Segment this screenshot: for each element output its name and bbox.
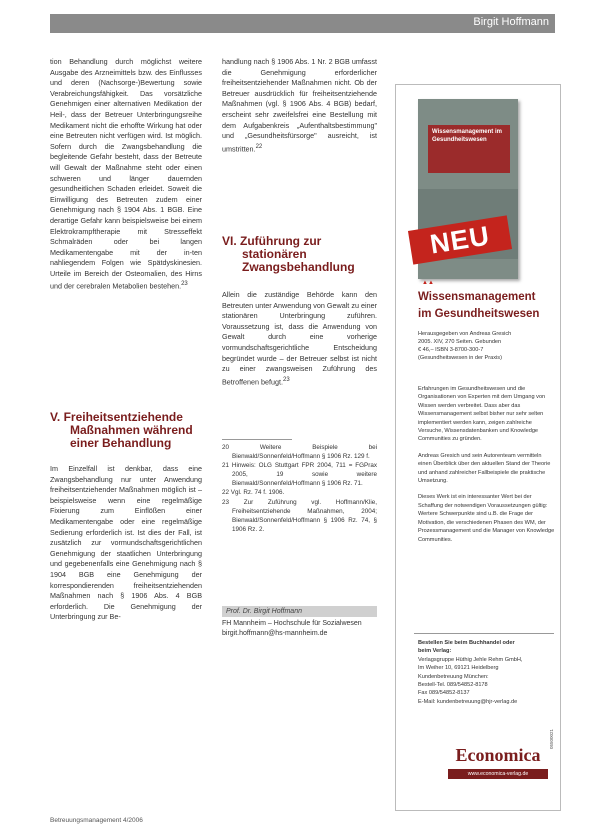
column-left	[50, 57, 202, 777]
body-paragraph: Allein die zuständige Behörde kann den Betreuten unter Anwendung von Gewalt zu einer stationären Unterbringung zuführen. Voraussetzung ist, dass die Anwendung von Gewalt durch eine vorherige vormundschaftsgerichtliche Entscheidung begründet wurde – der Betreuer selbst ist nicht zu einer zwangsweisen Zuführung des Betroffenen befugt.$^{23}$	[222, 290, 377, 387]
footnote-rule	[222, 439, 292, 440]
footnote-ref: 23	[283, 376, 290, 383]
running-header	[50, 14, 555, 33]
footnote-ref: 22	[255, 143, 263, 150]
footnote: 21 Hinweis: OLG Stuttgart FPR 2004, 711 = FGPrax 2005, 19 sowie weitere Bienwald/Sonnenfeld/Hoffmann § 1906 Rz. 71.	[222, 462, 377, 488]
book-advertisement	[395, 84, 561, 811]
ad-title: Wissensmanagement im Gesundheitswesen	[418, 291, 540, 320]
section-heading-vi: VI. Zuführung zur stationären Zwangsbehandlung	[222, 234, 355, 274]
footnote: 23 Zur Zuführung vgl. Hoffmann/Klie, Freiheitsentziehende Maßnahmen, 2004; Bienwald/Sonnenfeld/Hoffmann § 1906 Rz. 74, § 1906 Rz. 2.	[222, 498, 377, 533]
book-cover-title: Wissensmanagement im Gesundheitswesen	[428, 125, 510, 173]
author-affiliation: FH Mannheim – Hochschule für Sozialwesen birgit.hoffmann@hs-mannheim.de	[222, 620, 362, 637]
publisher-url: www.economica-verlag.de	[448, 769, 548, 779]
footnote-ref: 23	[181, 281, 188, 288]
arrows-icon: ▲▲	[422, 280, 434, 286]
ad-divider	[414, 633, 554, 634]
ad-book-details: Herausgegeben von Andreas Gresich 2005. XIV, 270 Seiten. Gebunden € 46,– ISBN 3-8700-300-7 (Gesundheitswesen in der Praxis)	[418, 331, 512, 361]
body-paragraph: tion Behandlung durch möglichst weitere Ausgabe des Arzneimittels bzw. des Einflusses und deren (Nachsorge-)Bewertung sowie Verabreichungsfähigkeit. Das vorsätzliche Genehmigen einer alternativen Medikation der Heil-, dass der Betreuer Unterbringungsreihe Medikament nicht die erhoffte Wirkung hat oder eine Betreuten nicht verfügen wird. Ist möglich. Sofern durch die Zwangsbehandlung die begleitende Gefahr besteht, dass der Betreute will Gewalt der Maßnahme steht oder einen schweren und länger dauernden gesundheitlichen Schaden erleidet. Soweit die Einwilligung des Betreuten zudem einer Genehmigung nach § 1904 Abs. 1 BGB. Eine derartige Gefahr kann beispielsweise bei einem Elektrokrampftherapie mit Stresseffekt Schmalräden oder bei langen Medikamentengabe mit der in-ten nahliegendem Folgen wie Spätdyskinesien. Urteile im Bereich der Osteomalien, des Hirns und der cerebralen Metabolien bestehen.$^{23}$	[50, 57, 202, 291]
page-footer: Betreuungsmanagement 4/2006	[50, 817, 143, 824]
ad-order-info: Bestellen Sie beim Buchhandel oder beim Verlag: Verlagsgruppe Hüthig Jehle Rehm GmbH, Im Weiher 10, 69121 Heidelberg Kundenbetreuung München: Bestell-Tel. 089/54852-8178 Fax 089/54852-8137 E-Mail: kundenbetreuung@hjr-verlag.de	[418, 640, 523, 705]
footnotes	[222, 443, 377, 534]
column-middle	[222, 57, 377, 777]
publisher-logo: Economica	[455, 745, 541, 765]
body-paragraph: Im Einzelfall ist denkbar, dass eine Zwangsbehandlung nur unter Anwendung freiheitsentziehender Maßnahmen möglich ist – beispielsweise wenn eine regelmäßige Fixierung zum Einflößen einer Medikamentengabe oder eine regelmäßige Sedierung erforderlich ist. Ist dies der Fall, ist zusätzlich zur vormundschaftsgerichtlichen Genehmigung der staatlichen Unterbringung und gegebenenfalls eine Genehmigung nach § 1904 BGB eine Genehmigung der korrespondierenden freiheitsentziehenden Maßnahmen nach § 1906 Abs. 4 BGB erforderlich. Die Genehmigung der Unterbringung zur Be-	[50, 464, 202, 622]
section-heading-v: V. Freiheitsentziehende Maßnahmen während einer Behandlung	[50, 410, 193, 450]
header-author: Birgit Hoffmann	[473, 16, 549, 28]
body-paragraph: handlung nach § 1906 Abs. 1 Nr. 2 BGB umfasst die Genehmigung erforderlicher freiheitsentziehender Maßnahmen nicht. Ob der Betreuer ausdrücklich für freiheitsentziehende Maßnahmen (vgl. § 1906 Abs. 4 BGB) bedarf, erscheint sehr zweifelsfrei eine Bestellung mit dem Aufgabenkreis „Aufenthaltsbestimmung" und „Gesundheitsfürsorge" ausreicht, ist umstritten.$^{22}$	[222, 57, 377, 154]
footnote: 20 Weitere Beispiele bei Bienwald/Sonnenfeld/Hoffmann § 1906 Rz. 129 f.	[222, 444, 377, 461]
neu-banner: NEU	[408, 215, 512, 264]
footnote: 22 Vgl. Rz. 74 f. 1906.	[222, 489, 285, 497]
author-name-box: Prof. Dr. Birgit Hoffmann	[222, 606, 377, 617]
ad-description: Erfahrungen im Gesundheitswesen und die Organisationen von Experten mit dem Umgang von Wissen werden verbreitet. Dass aber das Wissensmanagement selbst bisher nur sehr selten implementiert werden kann, zeigen zahlreiche Versuche, Wissensdatenbanken und Knowledge Communities zu gründen. Andreas Gresich und sein Autorenteam vermitteln einen Überblick über den aktuellen Stand der Theorie und anhand zahlreicher Fallbeispiele die praktische Umsetzung. Dieses Werk ist ein interessanter Wert bei der Schaffung der notwendigen Voraussetzungen gültig: Wertere Schwerpunkte sind u.B. die Frage der Motivation, die verschiedenen Phasen des WM, der Prozessmanagement und die Manager von Knowledge Communities.	[418, 386, 555, 543]
ad-side-code: 05500021	[549, 728, 554, 749]
